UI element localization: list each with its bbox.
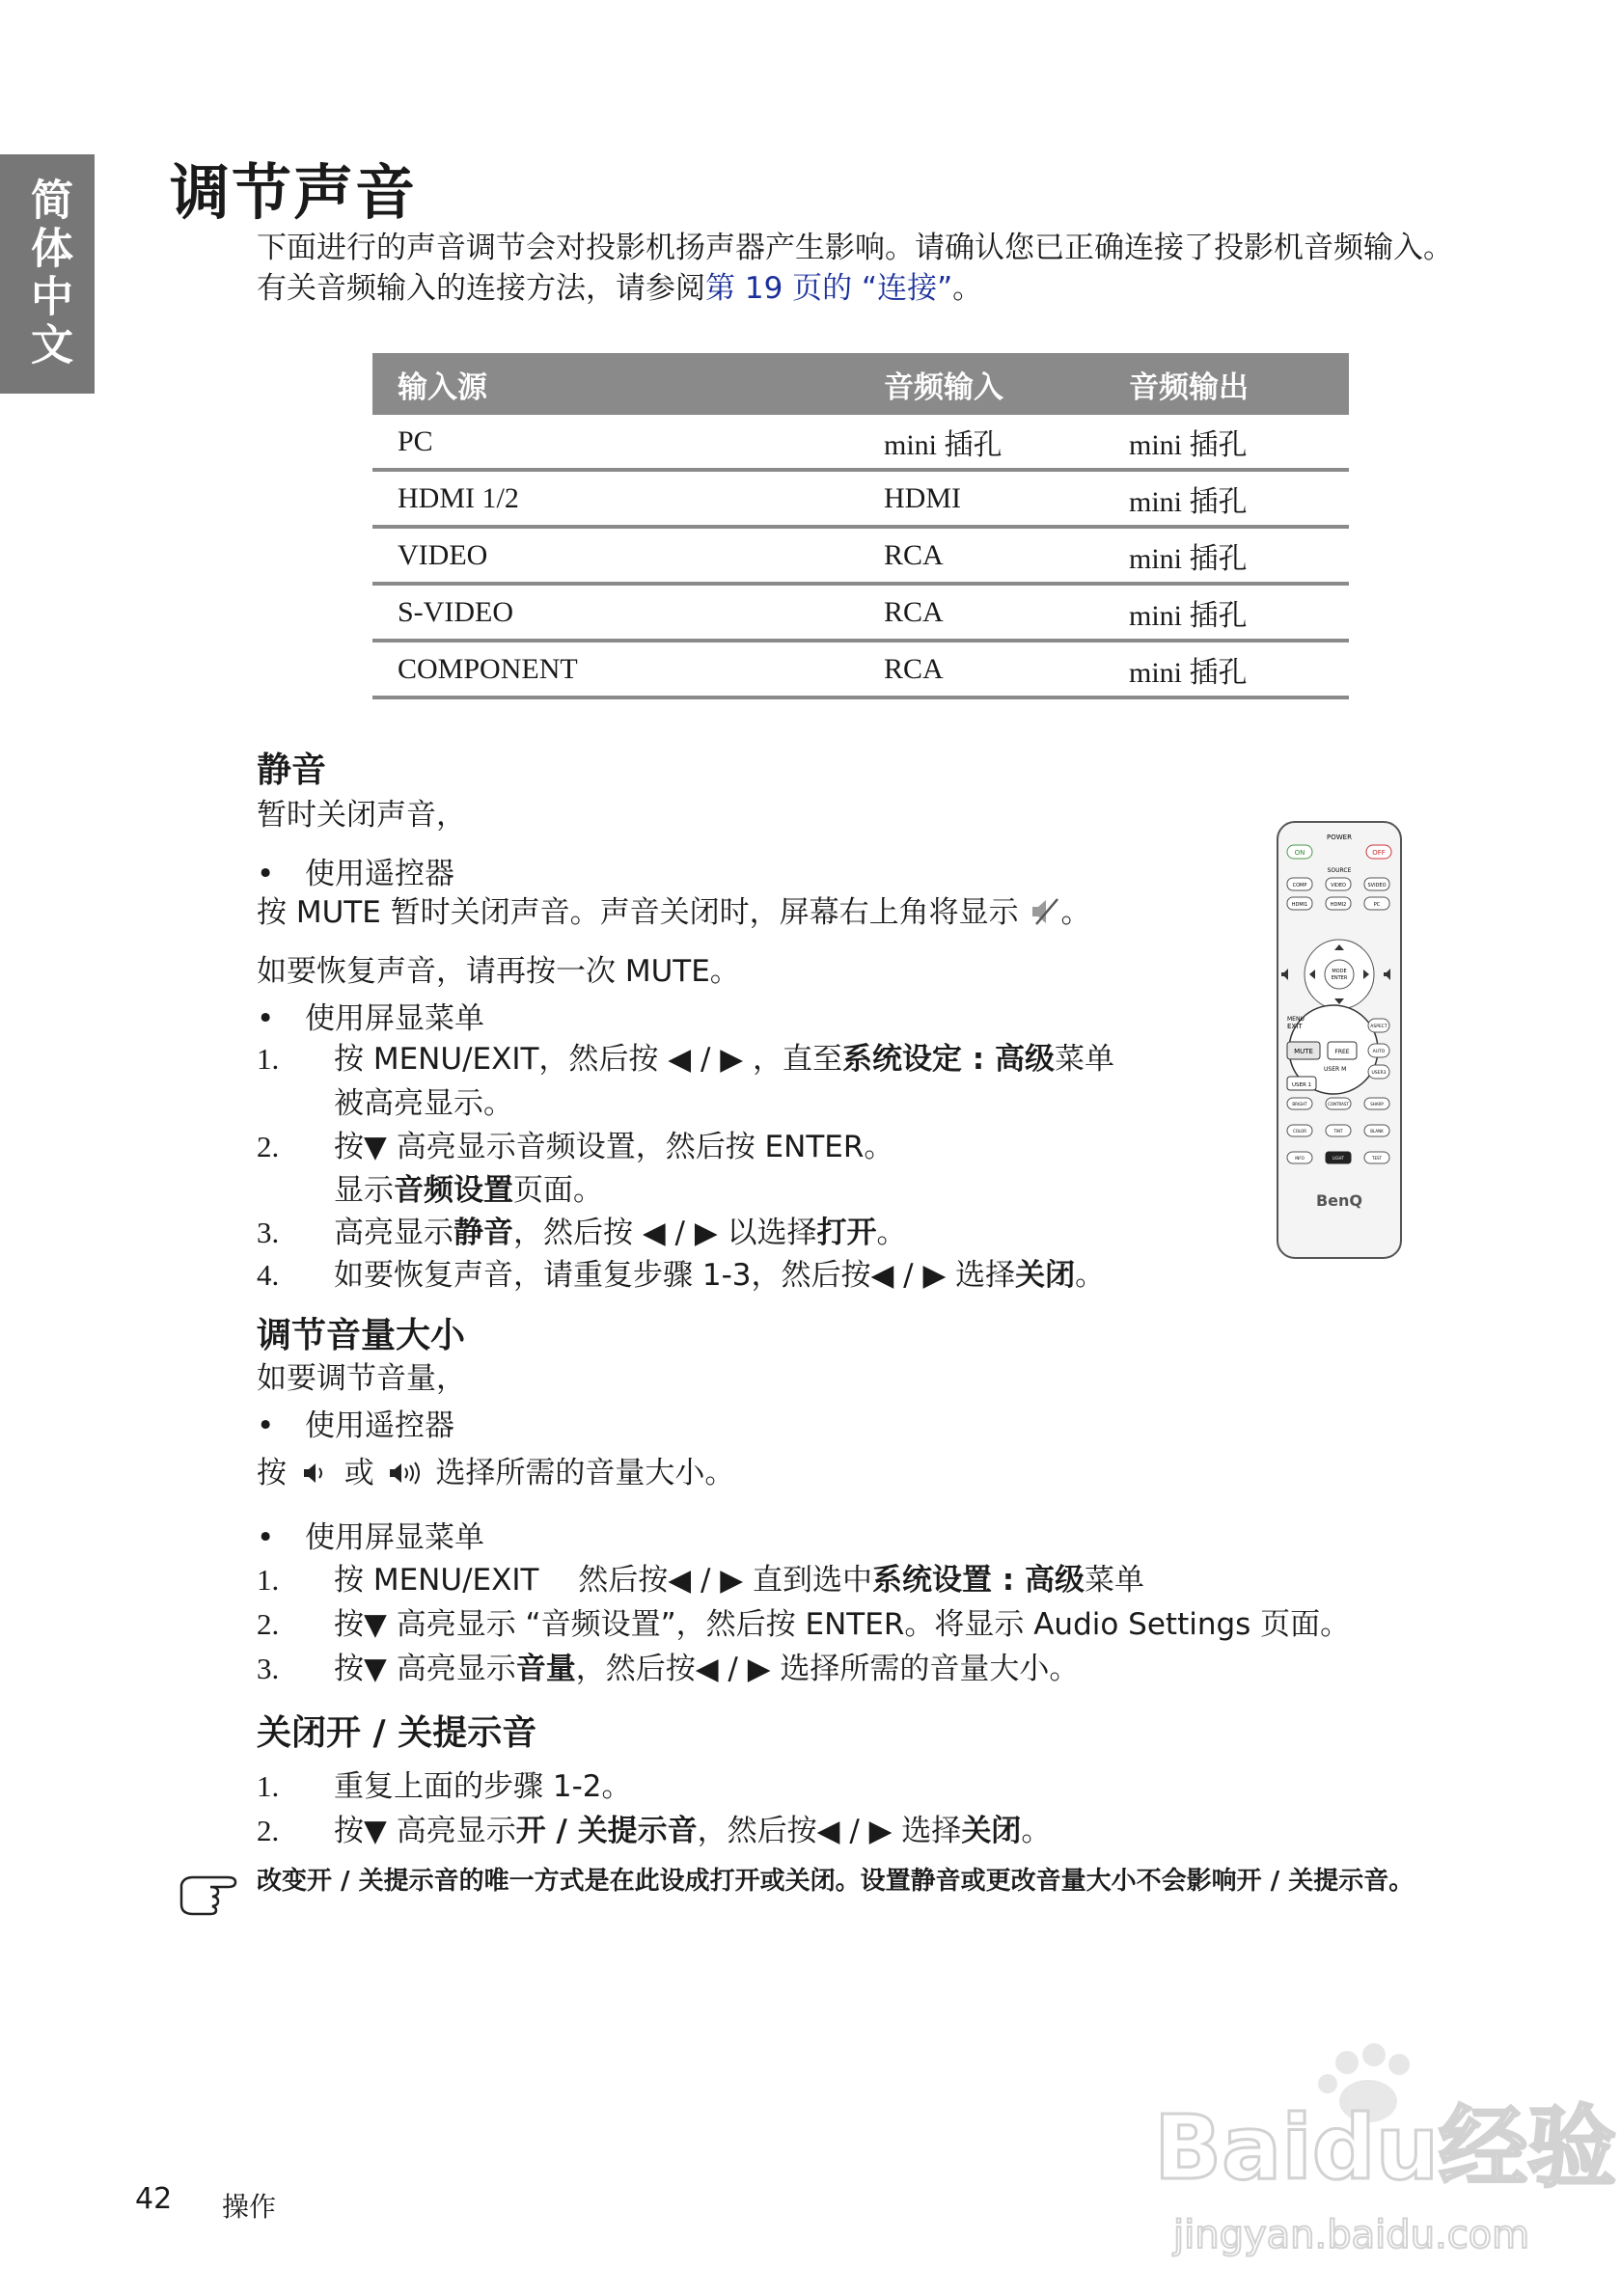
- note-text: 改变开 / 关提示音的唯一方式是在此设成打开或关闭。设置静音或更改音量大小不会影响开 / 关提示音。: [257, 1867, 1415, 1896]
- volume-text: 选择所需的音量大小。: [435, 1456, 735, 1490]
- remote-comp-label: COMP: [1292, 883, 1307, 888]
- volume-bullet-osd: • 使用屏显菜单: [257, 1520, 484, 1555]
- mute-bullet-osd: • 使用屏显菜单: [257, 1001, 484, 1036]
- remote-enter-button[interactable]: [1325, 960, 1354, 989]
- cell-audio-output: mini 插孔: [1104, 470, 1349, 527]
- cell-source: PC: [372, 415, 859, 470]
- bullet-label: 使用遥控器: [305, 857, 454, 891]
- tone-step-1: [257, 1762, 632, 1805]
- header-audio-input: 音频输入: [859, 353, 1104, 415]
- remote-tint-label: TINT: [1333, 1129, 1343, 1134]
- remote-pc-label: PC: [1373, 902, 1381, 908]
- cell-audio-output: mini 插孔: [1104, 641, 1349, 697]
- remote-auto-label: AUTO: [1372, 1050, 1386, 1054]
- cell-audio-input: RCA: [859, 584, 1104, 641]
- step-text: 。: [1021, 1814, 1052, 1848]
- step-bold-text: 静音: [453, 1216, 513, 1250]
- bullet-label: 使用屏显菜单: [305, 1520, 484, 1555]
- pointing-hand-note-icon: [178, 1868, 241, 1914]
- step-text: 按 MENU/EXIT，然后按 ◀ / ▶ ，直至: [334, 1042, 842, 1077]
- step-text: 。: [876, 1216, 907, 1250]
- step-number: 1.: [257, 1042, 280, 1076]
- cell-source: VIDEO: [372, 527, 859, 584]
- mute-step-3: [257, 1208, 907, 1251]
- footer-section: 操作: [222, 2191, 277, 2223]
- step-text: 菜单: [1084, 1563, 1144, 1598]
- language-tab: [0, 154, 95, 394]
- mute-text: 按 MUTE 暂时关闭声音。声音关闭时，屏幕右上角将显示: [257, 895, 1019, 930]
- remote-enter-label: ENTER: [1331, 975, 1348, 981]
- remote-aspect-label: ASPECT: [1370, 1025, 1387, 1029]
- volume-text: 按: [257, 1456, 287, 1490]
- volume-step-2: [257, 1599, 1350, 1643]
- remote-menu-label: MENU: [1287, 1016, 1305, 1023]
- step-bold-text: 关闭: [1015, 1258, 1076, 1293]
- remote-info-label: INFO: [1295, 1156, 1305, 1161]
- step-text: ，然后按◀ / ▶ 选择所需的音量大小。: [575, 1652, 1080, 1686]
- baidu-jingyan-watermark: [1154, 2034, 1617, 2265]
- step-bold-text: 系统设定 : 高级: [841, 1042, 1055, 1077]
- step-number: 1.: [257, 1769, 280, 1803]
- step-bold-text: 系统设置 : 高级: [871, 1563, 1085, 1598]
- mute-restore-text: 如要恢复声音，请再按一次 MUTE。: [257, 954, 740, 989]
- table-row: [372, 527, 1349, 584]
- step-text: ，然后按 ◀ / ▶ 以选择: [513, 1216, 817, 1250]
- remote-control-illustration: [1274, 818, 1405, 1262]
- cell-audio-input: RCA: [859, 527, 1104, 584]
- step-text: 显示: [334, 1173, 394, 1208]
- cell-audio-output: mini 插孔: [1104, 584, 1349, 641]
- remote-power-label: POWER: [1327, 834, 1352, 841]
- mute-step-1-cont: 被高亮显示。: [334, 1086, 513, 1121]
- step-text: 按▼ 高亮显示 “音频设置”，然后按 ENTER。将显示 Audio Settings 页面。: [334, 1607, 1351, 1642]
- step-number: 3.: [257, 1216, 280, 1249]
- volume-heading: 调节音量大小: [257, 1316, 466, 1355]
- intro-paragraph: [257, 228, 1453, 309]
- tone-heading: 关闭开 / 关提示音: [257, 1713, 537, 1753]
- volume-step-3: [257, 1644, 1079, 1687]
- step-bold-text: 开 / 关提示音: [515, 1814, 698, 1848]
- remote-on-label: ON: [1294, 849, 1305, 857]
- tone-step-2: [257, 1806, 1051, 1849]
- table-row: [372, 415, 1349, 470]
- step-number: 4.: [257, 1258, 280, 1292]
- cell-audio-output: mini 插孔: [1104, 415, 1349, 470]
- mute-step-1: [257, 1034, 1114, 1078]
- page-title: 调节声音: [170, 157, 418, 228]
- header-input-source: 输入源: [372, 353, 859, 415]
- step-text: 重复上面的步骤 1-2。: [334, 1769, 632, 1804]
- intro-text-end: 。: [952, 271, 983, 306]
- step-text: 页面。: [513, 1173, 603, 1208]
- cell-audio-output: mini 插孔: [1104, 527, 1349, 584]
- cell-audio-input: RCA: [859, 641, 1104, 697]
- header-audio-output: 音频输出: [1104, 353, 1349, 415]
- remote-sharp-label: SHARP: [1370, 1102, 1384, 1107]
- remote-mode-label: MODE: [1332, 969, 1347, 974]
- mute-step-2: [257, 1122, 893, 1165]
- mute-indicator-icon: [1029, 895, 1061, 928]
- step-number: 2.: [257, 1607, 280, 1641]
- remote-freeze-label: FREE: [1334, 1049, 1350, 1055]
- step-text: 如要恢复声音，请重复步骤 1-3，然后按◀ / ▶ 选择: [334, 1258, 1016, 1293]
- step-number: 3.: [257, 1652, 280, 1685]
- step-number: 2.: [257, 1814, 280, 1847]
- remote-contrast-label: CONTRAST: [1328, 1102, 1349, 1107]
- table-row: [372, 641, 1349, 697]
- step-text: 。: [1075, 1258, 1106, 1293]
- remote-light-label: LIGHT: [1333, 1156, 1344, 1161]
- step-text: 高亮显示: [334, 1216, 453, 1250]
- volume-remote-text: [257, 1453, 734, 1493]
- remote-exit-label: EXIT: [1287, 1023, 1303, 1030]
- step-text: 菜单: [1054, 1042, 1114, 1077]
- mute-step-4: [257, 1250, 1105, 1294]
- remote-video-label: VIDEO: [1331, 883, 1346, 888]
- cell-source: S-VIDEO: [372, 584, 859, 641]
- cell-audio-input: mini 插孔: [859, 415, 1104, 470]
- step-text: 按▼ 高亮显示音频设置，然后按 ENTER。: [334, 1130, 894, 1164]
- step-bold-text: 音量: [515, 1652, 576, 1686]
- remote-user3-label: USER3: [1371, 1071, 1387, 1076]
- step-number: 2.: [257, 1130, 280, 1163]
- intro-text: 下面进行的声音调节会对投影机扬声器产生影响。请确认您已正确连接了投影机音频输入。有关音频输入的连接方法，请参阅: [257, 231, 1453, 306]
- step-bold-text: 关闭: [961, 1814, 1022, 1848]
- table-row: [372, 584, 1349, 641]
- remote-color-label: COLOR: [1293, 1129, 1306, 1134]
- step-number: 1.: [257, 1563, 280, 1597]
- remote-svideo-label: SVIDEO: [1367, 883, 1387, 888]
- remote-mute-label: MUTE: [1294, 1048, 1313, 1055]
- remote-user1-label: USER 1: [1291, 1082, 1312, 1088]
- cell-source: HDMI 1/2: [372, 470, 859, 527]
- connection-page-link[interactable]: 第 19 页的 “连接”: [705, 271, 953, 306]
- mute-step-2-cont: [334, 1165, 603, 1209]
- volume-lead: 如要调节音量，: [257, 1361, 466, 1396]
- mute-bullet-remote: • 使用遥控器: [257, 857, 454, 891]
- remote-blank-label: BLANK: [1370, 1129, 1384, 1134]
- remote-hdmi2-label: HDMI2: [1330, 902, 1347, 908]
- remote-brand-logo: BenQ: [1315, 1191, 1363, 1210]
- step-bold-text: 音频设置: [394, 1173, 513, 1208]
- bullet-label: 使用屏显菜单: [305, 1001, 484, 1036]
- audio-io-table: [372, 353, 1349, 699]
- volume-step-1: [257, 1555, 1144, 1599]
- remote-user-menu-label: USER M: [1324, 1066, 1347, 1073]
- table-row: [372, 470, 1349, 527]
- watermark-logo: Baidu经验: [1154, 2096, 1617, 2200]
- step-text: 按▼ 高亮显示: [334, 1652, 516, 1686]
- step-text: 按▼ 高亮显示: [334, 1814, 516, 1848]
- step-text: ，然后按◀ / ▶ 选择: [697, 1814, 962, 1848]
- mute-lead: 暂时关闭声音，: [257, 798, 466, 833]
- remote-off-label: OFF: [1372, 849, 1386, 857]
- watermark-url: jingyan.baidu.com: [1173, 2213, 1530, 2257]
- table-header-row: [372, 353, 1349, 415]
- cell-audio-input: HDMI: [859, 470, 1104, 527]
- step-text: 按 MENU/EXIT 然后按◀ / ▶ 直到选中: [334, 1563, 872, 1598]
- volume-text: 或: [343, 1456, 374, 1490]
- cell-source: COMPONENT: [372, 641, 859, 697]
- mute-heading: 静音: [257, 751, 327, 790]
- language-tab-label: 简体中文: [23, 178, 72, 370]
- remote-bright-label: BRIGHT: [1292, 1102, 1307, 1107]
- remote-source-label: SOURCE: [1327, 867, 1352, 874]
- volume-up-icon: [384, 1459, 426, 1488]
- mute-remote-text: [257, 892, 1091, 933]
- bullet-label: 使用遥控器: [305, 1408, 454, 1443]
- volume-bullet-remote: • 使用遥控器: [257, 1408, 454, 1443]
- remote-test-label: TEST: [1372, 1156, 1382, 1161]
- remote-hdmi1-label: HDMI1: [1291, 902, 1308, 908]
- mute-text-end: 。: [1060, 895, 1091, 930]
- page-number: 42: [135, 2182, 173, 2216]
- step-bold-text: 打开: [816, 1216, 877, 1250]
- volume-down-icon: [296, 1459, 335, 1488]
